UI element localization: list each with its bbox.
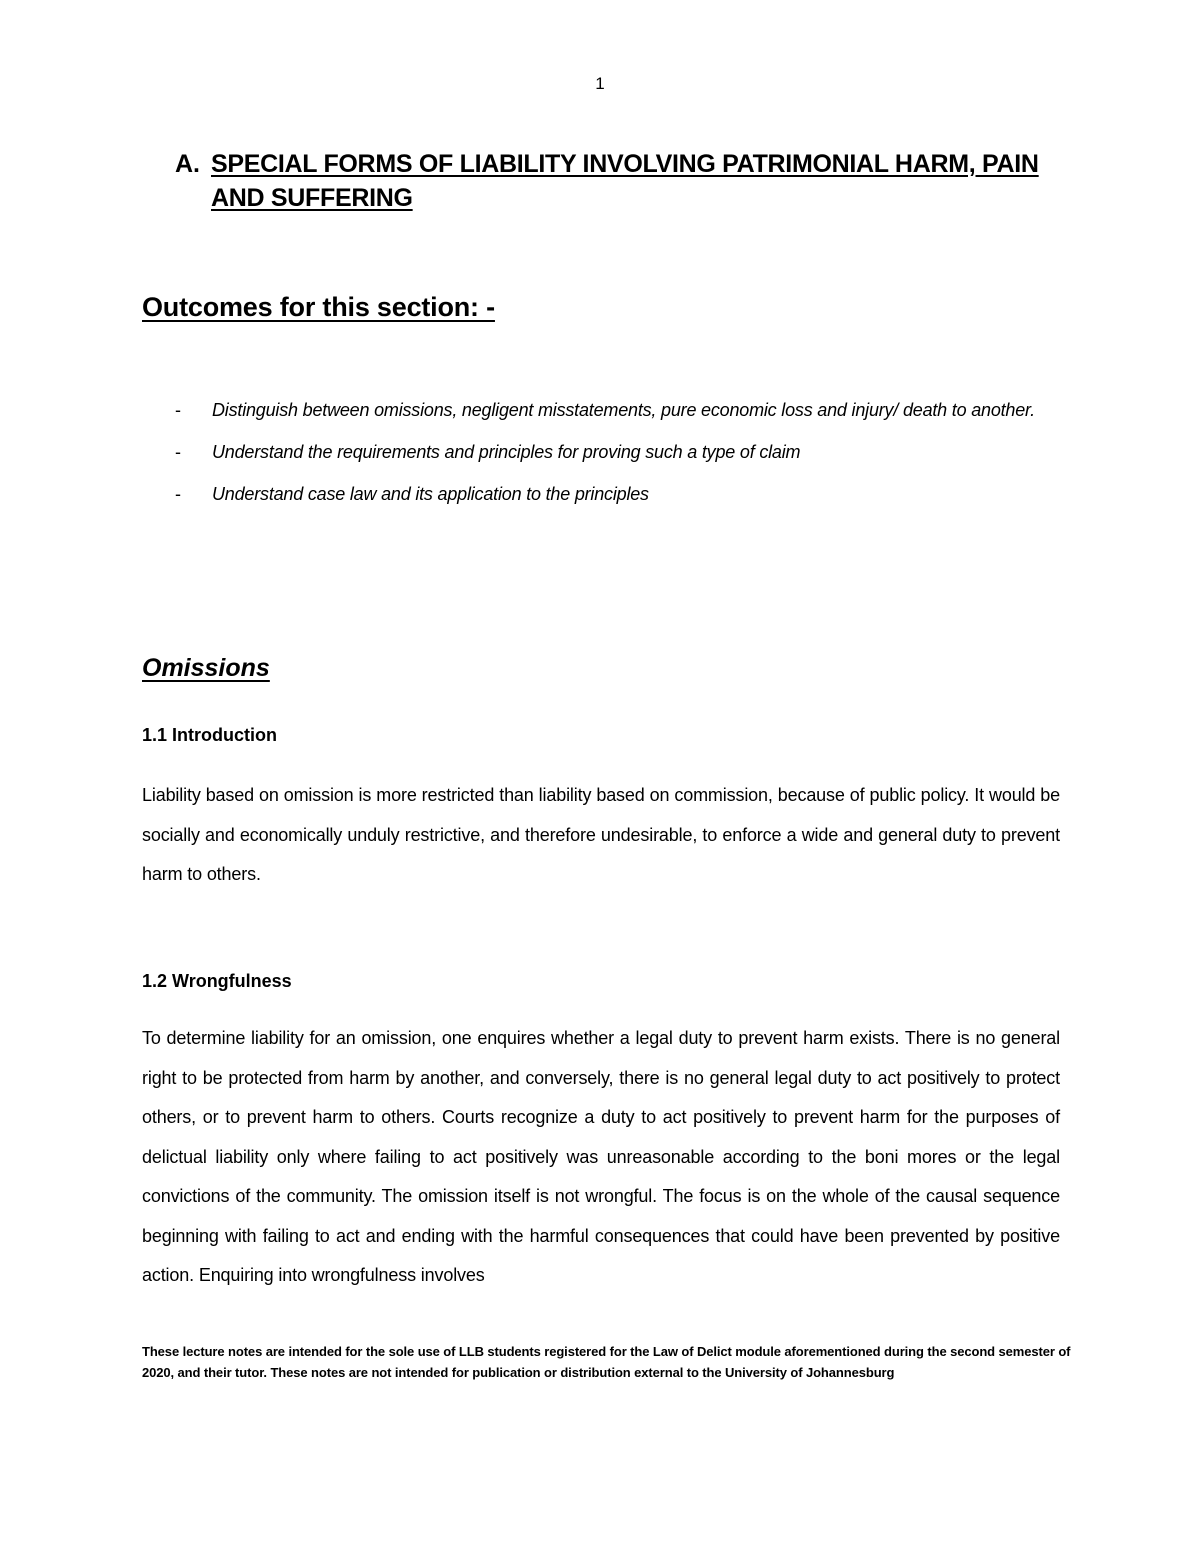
list-item xyxy=(175,397,1055,423)
paragraph-wrongfulness: To determine liability for an omission, one enquires whether a legal duty to prevent harm exists. There is no general right to be protected from harm by another, and conversely, there is no general legal duty to act positively to protect others, or to prevent harm to others. Courts recognize a duty to act positively to prevent harm for the purposes of delictual liability only where failing to act positively was unreasonable according to the boni mores or the legal convictions of the community. The omission itself is not wrongful. The focus is on the whole of the causal sequence beginning with failing to act and ending with the harmful consequences that could have been prevented by positive action. Enquiring into wrongfulness involves xyxy=(142,1028,1060,1285)
heading-marker: A. xyxy=(175,150,200,178)
section-heading-omissions: Omissions xyxy=(142,654,270,682)
main-heading xyxy=(175,147,1075,215)
list-item-text: Understand the requirements and principles for proving such a type of claim xyxy=(212,442,801,462)
list-item xyxy=(175,481,1055,507)
subheading-introduction: 1.1 Introduction xyxy=(142,725,277,745)
list-dash: - xyxy=(175,400,181,420)
subheading-wrongfulness: 1.2 Wrongfulness xyxy=(142,971,292,991)
list-item-text: Understand case law and its application to the principles xyxy=(212,484,649,504)
list-item xyxy=(175,439,1055,465)
list-dash: - xyxy=(175,484,181,504)
page-number: 1 xyxy=(595,74,605,93)
heading-text: SPECIAL FORMS OF LIABILITY INVOLVING PATRIMONIAL HARM, PAIN AND SUFFERING xyxy=(211,150,1039,212)
outcomes-list xyxy=(175,397,1055,523)
list-dash: - xyxy=(175,442,181,462)
outcomes-heading: Outcomes for this section: - xyxy=(142,292,495,322)
list-item-text: Distinguish between omissions, negligent misstatements, pure economic loss and injury/ death to another. xyxy=(212,400,1035,420)
footer-disclaimer: These lecture notes are intended for the sole use of LLB students registered for the Law of Delict module aforementioned during the second semester of 2020, and their tutor. These notes are not intended for publication or distribution external to the University of Johannesburg xyxy=(142,1344,1071,1380)
paragraph-introduction: Liability based on omission is more restricted than liability based on commission, because of public policy. It would be socially and economically unduly restrictive, and therefore undesirable, to enforce a wide and general duty to prevent harm to others. xyxy=(142,785,1060,884)
